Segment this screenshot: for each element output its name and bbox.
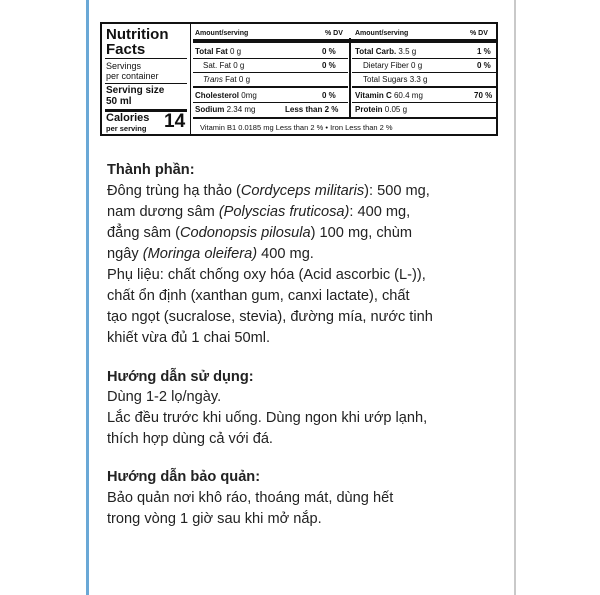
nutrient-protein: Protein 0.05 g: [355, 105, 408, 114]
serving-size-label: Serving size: [106, 85, 165, 96]
excipients-line: Phụ liệu: chất chống oxy hóa (Acid ascorbic (L-)),: [107, 267, 426, 283]
divider: [352, 102, 497, 103]
divider: [352, 86, 497, 88]
ingredients-line: đẳng sâm (Codonopsis pilosula) 100 mg, chùm: [107, 225, 413, 241]
ingredients-line: Đông trùng hạ thảo (Cordyceps militaris): 500 mg,: [107, 183, 430, 199]
nutrition-title: [106, 27, 168, 57]
nutrient-dietary-fiber-dv: 0 %: [477, 61, 491, 70]
usage-heading: Hướng dẫn sử dụng:: [107, 369, 254, 385]
usage-line: Lắc đều trước khi uống. Dùng ngon khi ướp lạnh,: [107, 410, 428, 426]
package-edge-right: [514, 0, 516, 595]
calories-label: Calories: [106, 112, 150, 124]
excipients-line: khiết vừa đủ 1 chai 50ml.: [107, 330, 271, 346]
nutrient-sodium-dv: Less than 2 %: [285, 105, 339, 114]
calories-sub-label: per serving: [106, 124, 147, 133]
amount-header-right: Amount/serving: [355, 30, 409, 37]
divider: [193, 72, 348, 73]
excipients-line: tạo ngọt (sucralose, stevia), đường mía, nước tinh: [107, 309, 433, 325]
servings-label: Servings: [106, 61, 142, 71]
dv-header-left: % DV: [325, 30, 343, 37]
divider: [352, 72, 497, 73]
nutrient-cholesterol: Cholesterol 0mg: [195, 91, 257, 100]
nutrient-vitamin-c-dv: 70 %: [474, 91, 493, 100]
nutrient-total-carb: Total Carb. 3.5 g: [355, 47, 417, 56]
nutrition-footer: Vitamin B1 0.0185 mg Less than 2 % • Iron Less than 2 %: [200, 123, 393, 132]
nutrition-facts-panel: [100, 22, 498, 136]
amount-header-left: Amount/serving: [195, 30, 249, 37]
nutrient-cholesterol-dv: 0 %: [322, 91, 336, 100]
usage-line: thích hợp dùng cả với đá.: [107, 431, 273, 447]
nutrient-dietary-fiber: Dietary Fiber 0 g: [363, 61, 423, 70]
nutrition-title-line1: Nutrition: [106, 26, 169, 43]
nutrient-sodium: Sodium 2.34 mg: [195, 105, 256, 114]
excipients-line: chất ổn định (xanthan gum, canxi lactate), chất: [107, 288, 410, 304]
column-divider: [349, 38, 351, 118]
dv-header-right: % DV: [470, 30, 488, 37]
calories-value: 14: [164, 111, 186, 132]
thick-divider: [193, 117, 497, 119]
ingredients-line: nam dương sâm (Polyscias fruticosa): 400 mg,: [107, 204, 411, 220]
serving-size-value: 50 ml: [106, 96, 132, 107]
nutrient-sat-fat: Sat. Fat 0 g: [203, 61, 245, 70]
divider: [193, 86, 348, 88]
storage-line: trong vòng 1 giờ sau khi mở nắp.: [107, 511, 322, 527]
storage-heading: Hướng dẫn bảo quản:: [107, 469, 261, 485]
divider: [105, 58, 187, 59]
nutrition-left-column: [102, 24, 191, 134]
servings-per-container-label: per container: [106, 71, 159, 81]
divider: [193, 102, 348, 103]
nutrient-total-carb-dv: 1 %: [477, 47, 491, 56]
nutrient-sat-fat-dv: 0 %: [322, 61, 336, 70]
divider: [193, 58, 348, 59]
nutrient-total-sugars: Total Sugars 3.3 g: [363, 75, 428, 84]
divider: [105, 83, 187, 84]
nutrient-vitamin-c: Vitamin C 60.4 mg: [355, 91, 423, 100]
nutrient-total-fat-dv: 0 %: [322, 47, 336, 56]
nutrient-total-fat: Total Fat 0 g: [195, 47, 242, 56]
thick-divider: [193, 39, 497, 43]
ingredients-line: ngây (Moringa oleifera) 400 mg.: [107, 246, 314, 262]
storage-line: Bảo quản nơi khô ráo, thoáng mát, dùng hết: [107, 490, 394, 506]
ingredients-heading: Thành phần:: [107, 162, 195, 178]
divider: [352, 58, 497, 59]
nutrient-trans-fat: Trans Fat 0 g: [203, 75, 251, 84]
nutrition-title-line2: Facts: [106, 41, 146, 58]
usage-line: Dùng 1-2 lọ/ngày.: [107, 389, 222, 405]
